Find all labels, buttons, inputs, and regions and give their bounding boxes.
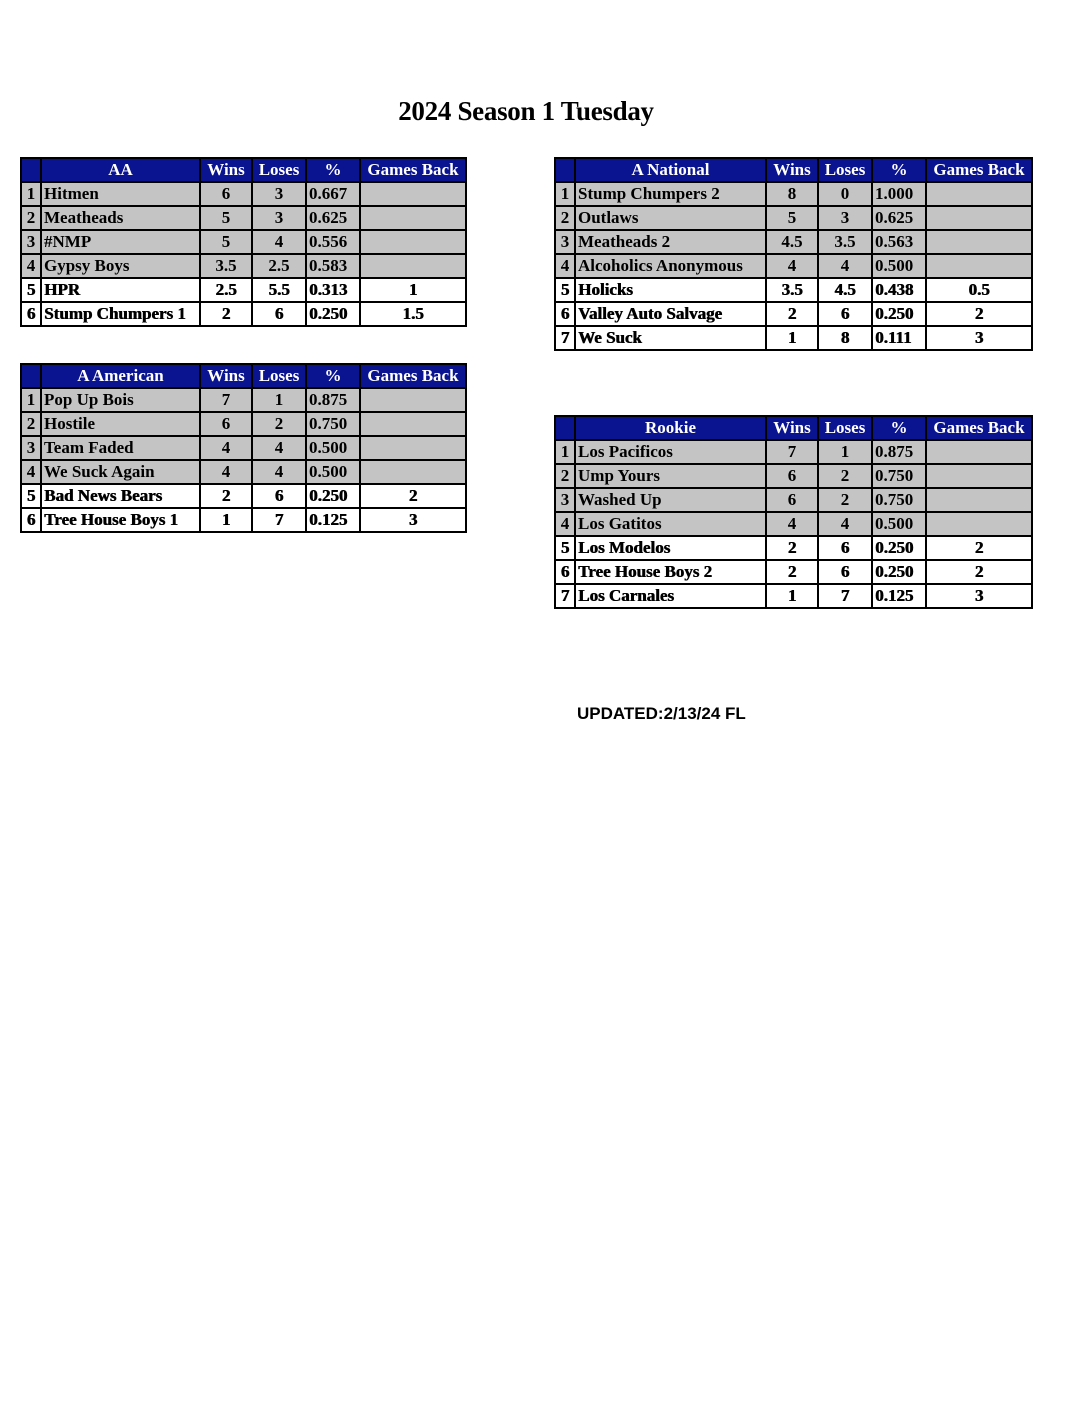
wins-cell: 6 <box>766 488 818 512</box>
loses-cell: 0 <box>818 182 872 206</box>
team-name-cell: Stump Chumpers 1 <box>41 302 200 326</box>
division-name: AA <box>41 158 200 182</box>
rank-cell: 5 <box>555 278 575 302</box>
table-header-row <box>21 364 466 388</box>
loses-cell: 2 <box>818 488 872 512</box>
pct-cell: 0.250 <box>872 560 926 584</box>
games-back-cell <box>360 230 466 254</box>
standings-body <box>21 364 466 532</box>
team-name-cell: Holicks <box>575 278 766 302</box>
wins-cell: 7 <box>200 388 252 412</box>
table-row <box>555 230 1032 254</box>
wins-cell: 2 <box>766 560 818 584</box>
team-name-cell: Los Pacificos <box>575 440 766 464</box>
table-header-row <box>21 158 466 182</box>
games-back-cell <box>926 464 1032 488</box>
rank-cell: 5 <box>21 278 41 302</box>
table-row <box>21 278 466 302</box>
rank-cell: 5 <box>21 484 41 508</box>
team-name-cell: Washed Up <box>575 488 766 512</box>
loses-cell: 1 <box>252 388 306 412</box>
team-name-cell: Stump Chumpers 2 <box>575 182 766 206</box>
table-row <box>21 412 466 436</box>
table-row <box>555 560 1032 584</box>
standings-body <box>21 158 466 326</box>
team-name-cell: We Suck Again <box>41 460 200 484</box>
rank-cell: 1 <box>555 440 575 464</box>
games-back-cell: 2 <box>926 560 1032 584</box>
pct-cell: 0.556 <box>306 230 360 254</box>
games-back-cell <box>360 388 466 412</box>
pct-header: % <box>872 158 926 182</box>
loses-cell: 6 <box>818 560 872 584</box>
wins-cell: 7 <box>766 440 818 464</box>
table-header-row <box>555 158 1032 182</box>
table-row <box>555 182 1032 206</box>
games-back-cell <box>360 182 466 206</box>
wins-cell: 4 <box>200 436 252 460</box>
team-name-cell: Hostile <box>41 412 200 436</box>
loses-cell: 8 <box>818 326 872 350</box>
team-name-cell: #NMP <box>41 230 200 254</box>
wins-cell: 1 <box>766 326 818 350</box>
standings-table-rookie <box>554 415 1033 609</box>
pct-cell: 0.125 <box>872 584 926 608</box>
pct-cell: 0.875 <box>306 388 360 412</box>
pct-cell: 0.438 <box>872 278 926 302</box>
team-name-cell: Los Modelos <box>575 536 766 560</box>
wins-cell: 2 <box>766 302 818 326</box>
games-back-cell: 1.5 <box>360 302 466 326</box>
games-back-cell <box>926 206 1032 230</box>
table-row <box>21 508 466 532</box>
pct-cell: 0.625 <box>872 206 926 230</box>
pct-cell: 0.250 <box>306 484 360 508</box>
wins-header: Wins <box>766 416 818 440</box>
loses-cell: 2.5 <box>252 254 306 278</box>
table-row <box>555 326 1032 350</box>
loses-cell: 4.5 <box>818 278 872 302</box>
wins-cell: 3.5 <box>200 254 252 278</box>
rank-cell: 4 <box>555 512 575 536</box>
pct-cell: 0.625 <box>306 206 360 230</box>
rank-cell: 6 <box>21 302 41 326</box>
rank-cell: 7 <box>555 584 575 608</box>
loses-cell: 3 <box>252 206 306 230</box>
rank-header <box>555 158 575 182</box>
games-back-cell: 1 <box>360 278 466 302</box>
table-row <box>21 206 466 230</box>
pct-cell: 0.750 <box>872 488 926 512</box>
games-back-cell: 2 <box>360 484 466 508</box>
loses-cell: 7 <box>252 508 306 532</box>
table-row <box>21 484 466 508</box>
team-name-cell: Alcoholics Anonymous <box>575 254 766 278</box>
rank-cell: 2 <box>21 412 41 436</box>
loses-cell: 2 <box>252 412 306 436</box>
loses-cell: 4 <box>818 254 872 278</box>
table-row <box>555 536 1032 560</box>
team-name-cell: HPR <box>41 278 200 302</box>
rank-cell: 1 <box>21 182 41 206</box>
games-back-cell: 0.5 <box>926 278 1032 302</box>
wins-header: Wins <box>200 364 252 388</box>
games-back-cell: 2 <box>926 302 1032 326</box>
rank-header <box>555 416 575 440</box>
wins-cell: 4 <box>200 460 252 484</box>
rank-cell: 1 <box>555 182 575 206</box>
table-row <box>21 460 466 484</box>
division-name: Rookie <box>575 416 766 440</box>
wins-cell: 6 <box>766 464 818 488</box>
rank-cell: 7 <box>555 326 575 350</box>
standings-body <box>555 416 1032 608</box>
team-name-cell: Tree House Boys 2 <box>575 560 766 584</box>
table-row <box>555 302 1032 326</box>
wins-cell: 1 <box>766 584 818 608</box>
team-name-cell: Los Carnales <box>575 584 766 608</box>
pct-cell: 0.750 <box>306 412 360 436</box>
wins-cell: 2 <box>200 484 252 508</box>
wins-cell: 3.5 <box>766 278 818 302</box>
games-back-header: Games Back <box>926 158 1032 182</box>
rank-cell: 6 <box>21 508 41 532</box>
page-title: 2024 Season 1 Tuesday <box>398 96 654 126</box>
team-name-cell: Team Faded <box>41 436 200 460</box>
rank-cell: 4 <box>21 460 41 484</box>
rank-cell: 1 <box>21 388 41 412</box>
loses-header: Loses <box>818 416 872 440</box>
loses-cell: 6 <box>252 484 306 508</box>
pct-cell: 0.250 <box>872 536 926 560</box>
games-back-cell <box>926 230 1032 254</box>
table-row <box>555 488 1032 512</box>
loses-cell: 3.5 <box>818 230 872 254</box>
pct-cell: 0.500 <box>872 512 926 536</box>
table-row <box>555 584 1032 608</box>
rank-cell: 4 <box>555 254 575 278</box>
division-name: A American <box>41 364 200 388</box>
standings-table-aa <box>20 157 467 327</box>
rank-cell: 4 <box>21 254 41 278</box>
games-back-cell <box>360 436 466 460</box>
games-back-cell <box>926 182 1032 206</box>
games-back-cell <box>926 512 1032 536</box>
team-name-cell: Los Gatitos <box>575 512 766 536</box>
rank-cell: 3 <box>555 488 575 512</box>
rank-header <box>21 158 41 182</box>
standings-table-national <box>554 157 1033 351</box>
loses-cell: 5.5 <box>252 278 306 302</box>
pct-cell: 0.875 <box>872 440 926 464</box>
table-row <box>555 512 1032 536</box>
games-back-cell <box>360 460 466 484</box>
wins-cell: 1 <box>200 508 252 532</box>
wins-cell: 6 <box>200 412 252 436</box>
table-row <box>21 436 466 460</box>
table-row <box>555 254 1032 278</box>
pct-cell: 1.000 <box>872 182 926 206</box>
team-name-cell: Pop Up Bois <box>41 388 200 412</box>
wins-cell: 5 <box>200 206 252 230</box>
pct-cell: 0.250 <box>872 302 926 326</box>
team-name-cell: Valley Auto Salvage <box>575 302 766 326</box>
table-row <box>555 440 1032 464</box>
loses-cell: 4 <box>818 512 872 536</box>
team-name-cell: Meatheads <box>41 206 200 230</box>
games-back-cell <box>926 254 1032 278</box>
pct-cell: 0.500 <box>306 460 360 484</box>
pct-cell: 0.750 <box>872 464 926 488</box>
wins-cell: 5 <box>200 230 252 254</box>
team-name-cell: Meatheads 2 <box>575 230 766 254</box>
games-back-header: Games Back <box>360 158 466 182</box>
rank-cell: 6 <box>555 560 575 584</box>
table-row <box>21 254 466 278</box>
loses-cell: 4 <box>252 460 306 484</box>
wins-cell: 6 <box>200 182 252 206</box>
rank-cell: 3 <box>555 230 575 254</box>
games-back-cell <box>360 412 466 436</box>
pct-cell: 0.583 <box>306 254 360 278</box>
standings-body <box>555 158 1032 350</box>
games-back-cell: 3 <box>360 508 466 532</box>
table-header-row <box>555 416 1032 440</box>
wins-cell: 5 <box>766 206 818 230</box>
table-row <box>555 278 1032 302</box>
updated-note: UPDATED:2/13/24 FL <box>577 704 746 723</box>
wins-cell: 2 <box>200 302 252 326</box>
team-name-cell: Outlaws <box>575 206 766 230</box>
team-name-cell: Tree House Boys 1 <box>41 508 200 532</box>
wins-header: Wins <box>200 158 252 182</box>
pct-cell: 0.250 <box>306 302 360 326</box>
games-back-cell: 3 <box>926 326 1032 350</box>
rank-cell: 2 <box>555 464 575 488</box>
rank-header <box>21 364 41 388</box>
team-name-cell: Gypsy Boys <box>41 254 200 278</box>
table-row <box>21 388 466 412</box>
loses-header: Loses <box>818 158 872 182</box>
loses-header: Loses <box>252 158 306 182</box>
wins-cell: 4 <box>766 512 818 536</box>
wins-header: Wins <box>766 158 818 182</box>
pct-cell: 0.111 <box>872 326 926 350</box>
games-back-cell: 3 <box>926 584 1032 608</box>
rank-cell: 3 <box>21 230 41 254</box>
loses-cell: 3 <box>818 206 872 230</box>
rank-cell: 2 <box>555 206 575 230</box>
loses-cell: 6 <box>818 302 872 326</box>
pct-cell: 0.667 <box>306 182 360 206</box>
team-name-cell: Bad News Bears <box>41 484 200 508</box>
games-back-header: Games Back <box>926 416 1032 440</box>
pct-cell: 0.125 <box>306 508 360 532</box>
loses-cell: 7 <box>818 584 872 608</box>
loses-cell: 6 <box>252 302 306 326</box>
wins-cell: 8 <box>766 182 818 206</box>
rank-cell: 2 <box>21 206 41 230</box>
loses-cell: 3 <box>252 182 306 206</box>
table-row <box>555 464 1032 488</box>
table-row <box>555 206 1032 230</box>
games-back-cell <box>926 440 1032 464</box>
loses-cell: 2 <box>818 464 872 488</box>
wins-cell: 2 <box>766 536 818 560</box>
loses-cell: 4 <box>252 436 306 460</box>
pct-cell: 0.563 <box>872 230 926 254</box>
loses-header: Loses <box>252 364 306 388</box>
standings-table-american <box>20 363 467 533</box>
loses-cell: 6 <box>818 536 872 560</box>
loses-cell: 1 <box>818 440 872 464</box>
games-back-header: Games Back <box>360 364 466 388</box>
loses-cell: 4 <box>252 230 306 254</box>
table-row <box>21 182 466 206</box>
wins-cell: 2.5 <box>200 278 252 302</box>
team-name-cell: Ump Yours <box>575 464 766 488</box>
games-back-cell: 2 <box>926 536 1032 560</box>
pct-cell: 0.500 <box>872 254 926 278</box>
team-name-cell: Hitmen <box>41 182 200 206</box>
pct-cell: 0.313 <box>306 278 360 302</box>
pct-header: % <box>872 416 926 440</box>
rank-cell: 6 <box>555 302 575 326</box>
wins-cell: 4 <box>766 254 818 278</box>
rank-cell: 5 <box>555 536 575 560</box>
team-name-cell: We Suck <box>575 326 766 350</box>
table-row <box>21 230 466 254</box>
wins-cell: 4.5 <box>766 230 818 254</box>
pct-cell: 0.500 <box>306 436 360 460</box>
games-back-cell <box>360 206 466 230</box>
division-name: A National <box>575 158 766 182</box>
pct-header: % <box>306 364 360 388</box>
rank-cell: 3 <box>21 436 41 460</box>
games-back-cell <box>360 254 466 278</box>
pct-header: % <box>306 158 360 182</box>
table-row <box>21 302 466 326</box>
games-back-cell <box>926 488 1032 512</box>
